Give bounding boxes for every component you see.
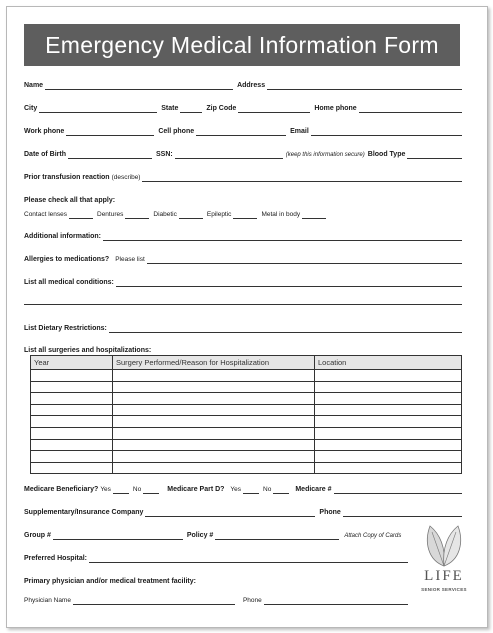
physician-name-field[interactable] — [73, 597, 235, 605]
year-cell[interactable] — [31, 370, 113, 382]
year-cell[interactable] — [31, 439, 113, 451]
dob-label: Date of Birth — [24, 151, 66, 158]
location-cell[interactable] — [315, 370, 462, 382]
physician-label: Primary physician and/or medical treatment facility: — [24, 578, 196, 585]
home-phone-field[interactable] — [359, 105, 462, 113]
ssn-label: SSN: — [156, 151, 173, 158]
location-cell[interactable] — [315, 439, 462, 451]
insurance-phone-label: Phone — [319, 509, 341, 516]
header-surgery: Surgery Performed/Reason for Hospitalization — [113, 356, 315, 370]
surgery-cell[interactable] — [113, 393, 315, 405]
medicare-d-yes-label: Yes — [230, 486, 242, 493]
year-cell[interactable] — [31, 427, 113, 439]
dietary-row — [24, 319, 462, 333]
medicare-num-label: Medicare # — [295, 486, 332, 493]
address-label: Address — [237, 82, 266, 89]
attach-note: Attach Copy of Cards — [344, 533, 402, 539]
medicare-d-no-label: No — [263, 486, 272, 493]
insurance-label: Supplementary/Insurance Company — [24, 509, 144, 516]
header-location: Location — [315, 356, 462, 370]
location-cell[interactable] — [315, 427, 462, 439]
location-cell[interactable] — [315, 404, 462, 416]
transfusion-note: (describe) — [111, 174, 141, 181]
surgery-cell[interactable] — [113, 439, 315, 451]
medicare-d-no-field[interactable] — [273, 486, 289, 494]
check-dentures-field[interactable] — [125, 211, 149, 219]
table-row — [31, 462, 462, 474]
zip-label: Zip Code — [206, 105, 237, 112]
surgery-cell[interactable] — [113, 370, 315, 382]
email-label: Email — [290, 128, 309, 135]
medicare-num-field[interactable] — [334, 486, 462, 494]
conditions-row — [24, 273, 462, 287]
cell-phone-label: Cell phone — [158, 128, 195, 135]
hospital-row — [24, 549, 408, 563]
surgery-cell[interactable] — [113, 381, 315, 393]
policy-label: Policy # — [186, 532, 214, 539]
year-cell[interactable] — [31, 404, 113, 416]
medicare-yes-field[interactable] — [113, 486, 129, 494]
name-field[interactable] — [45, 82, 233, 90]
allergies-note: Please list — [115, 256, 145, 263]
year-cell[interactable] — [31, 462, 113, 474]
allergies-label: Allergies to medications? — [24, 256, 110, 263]
table-row — [31, 439, 462, 451]
name-label: Name — [24, 82, 44, 89]
medicare-d-label: Medicare Part D? — [167, 486, 225, 493]
check-options-row — [24, 205, 462, 219]
check-contact-lenses-field[interactable] — [69, 211, 93, 219]
medicare-no-label: No — [132, 486, 142, 493]
insurance-row — [24, 503, 462, 517]
blood-type-field[interactable] — [407, 151, 462, 159]
location-cell[interactable] — [315, 393, 462, 405]
check-contact-lenses-label: Contact lenses — [24, 211, 67, 218]
physician-phone-field[interactable] — [264, 597, 408, 605]
table-row — [31, 381, 462, 393]
check-diabetic-label: Diabetic — [153, 211, 177, 218]
dob-field[interactable] — [68, 151, 152, 159]
group-label: Group # — [24, 532, 51, 539]
logo-text: LIFE — [424, 568, 464, 584]
medicare-d-yes-field[interactable] — [243, 486, 259, 494]
work-phone-field[interactable] — [66, 128, 154, 136]
check-all-label: Please check all that apply: — [24, 197, 116, 204]
home-phone-label: Home phone — [314, 105, 357, 112]
leaf-icon — [418, 520, 470, 570]
conditions-extra-line[interactable] — [24, 304, 462, 305]
group-policy-row — [24, 526, 414, 540]
surgery-cell[interactable] — [113, 427, 315, 439]
ssn-note: (keep this information secure) — [285, 152, 365, 158]
zip-field[interactable] — [238, 105, 310, 113]
physician-heading-row — [24, 572, 462, 586]
ssn-field[interactable] — [175, 151, 283, 159]
location-cell[interactable] — [315, 462, 462, 474]
surgery-cell[interactable] — [113, 462, 315, 474]
surgeries-label: List all surgeries and hospitalizations: — [24, 347, 152, 354]
email-field[interactable] — [311, 128, 462, 136]
conditions-field[interactable] — [116, 279, 462, 287]
medicare-label: Medicare Beneficiary? — [24, 486, 99, 493]
transfusion-label: Prior transfusion reaction — [24, 174, 110, 181]
medicare-no-field[interactable] — [143, 486, 159, 494]
table-header-row — [31, 356, 462, 370]
dietary-label: List Dietary Restrictions: — [24, 325, 107, 332]
year-cell[interactable] — [31, 416, 113, 428]
table-row — [31, 451, 462, 463]
surgery-cell[interactable] — [113, 416, 315, 428]
surgeries-table — [30, 355, 462, 474]
allergies-row — [24, 250, 462, 264]
additional-label: Additional information: — [24, 233, 101, 240]
dob-row — [24, 145, 462, 159]
allergies-field[interactable] — [147, 256, 462, 264]
conditions-label: List all medical conditions: — [24, 279, 114, 286]
table-row — [31, 416, 462, 428]
surgery-cell[interactable] — [113, 451, 315, 463]
table-row — [31, 370, 462, 382]
surgeries-row — [24, 341, 462, 355]
year-cell[interactable] — [31, 451, 113, 463]
city-label: City — [24, 105, 38, 112]
year-cell[interactable] — [31, 393, 113, 405]
transfusion-row — [24, 168, 462, 182]
check-epileptic-label: Epileptic — [206, 211, 232, 218]
table-row — [31, 427, 462, 439]
location-cell[interactable] — [315, 451, 462, 463]
policy-field[interactable] — [215, 532, 339, 540]
check-metal-label: Metal in body — [261, 211, 301, 218]
check-diabetic-field[interactable] — [179, 211, 203, 219]
year-cell[interactable] — [31, 381, 113, 393]
transfusion-field[interactable] — [142, 174, 462, 182]
table-row — [31, 393, 462, 405]
blood-type-label: Blood Type — [367, 151, 406, 158]
additional-field[interactable] — [103, 233, 462, 241]
cell-phone-field[interactable] — [196, 128, 286, 136]
check-dentures-label: Dentures — [97, 211, 124, 218]
state-label: State — [161, 105, 179, 112]
city-row — [24, 99, 462, 113]
logo-subtext: SENIOR SERVICES — [421, 587, 467, 592]
contact-row — [24, 122, 462, 136]
location-cell[interactable] — [315, 416, 462, 428]
physician-phone-label: Phone — [242, 597, 262, 604]
table-row — [31, 404, 462, 416]
name-address-row — [24, 76, 462, 90]
surgery-cell[interactable] — [113, 404, 315, 416]
physician-row — [24, 591, 408, 605]
check-epileptic-field[interactable] — [233, 211, 257, 219]
physician-name-label: Physician Name — [24, 597, 71, 604]
hospital-label: Preferred Hospital: — [24, 555, 88, 562]
group-field[interactable] — [53, 532, 183, 540]
medicare-row — [24, 480, 462, 494]
life-logo — [418, 520, 470, 604]
additional-row — [24, 227, 462, 241]
medicare-yes-label: Yes — [100, 486, 111, 493]
address-field[interactable] — [267, 82, 462, 90]
hospital-field[interactable] — [89, 555, 408, 563]
insurance-phone-field[interactable] — [343, 509, 462, 517]
insurance-field[interactable] — [145, 509, 315, 517]
work-phone-label: Work phone — [24, 128, 65, 135]
form-title: Emergency Medical Information Form — [24, 24, 460, 66]
state-field[interactable] — [180, 105, 202, 113]
dietary-field[interactable] — [109, 325, 462, 333]
header-year: Year — [31, 356, 113, 370]
check-heading-row — [24, 191, 462, 205]
check-metal-field[interactable] — [302, 211, 326, 219]
location-cell[interactable] — [315, 381, 462, 393]
city-field[interactable] — [39, 105, 157, 113]
